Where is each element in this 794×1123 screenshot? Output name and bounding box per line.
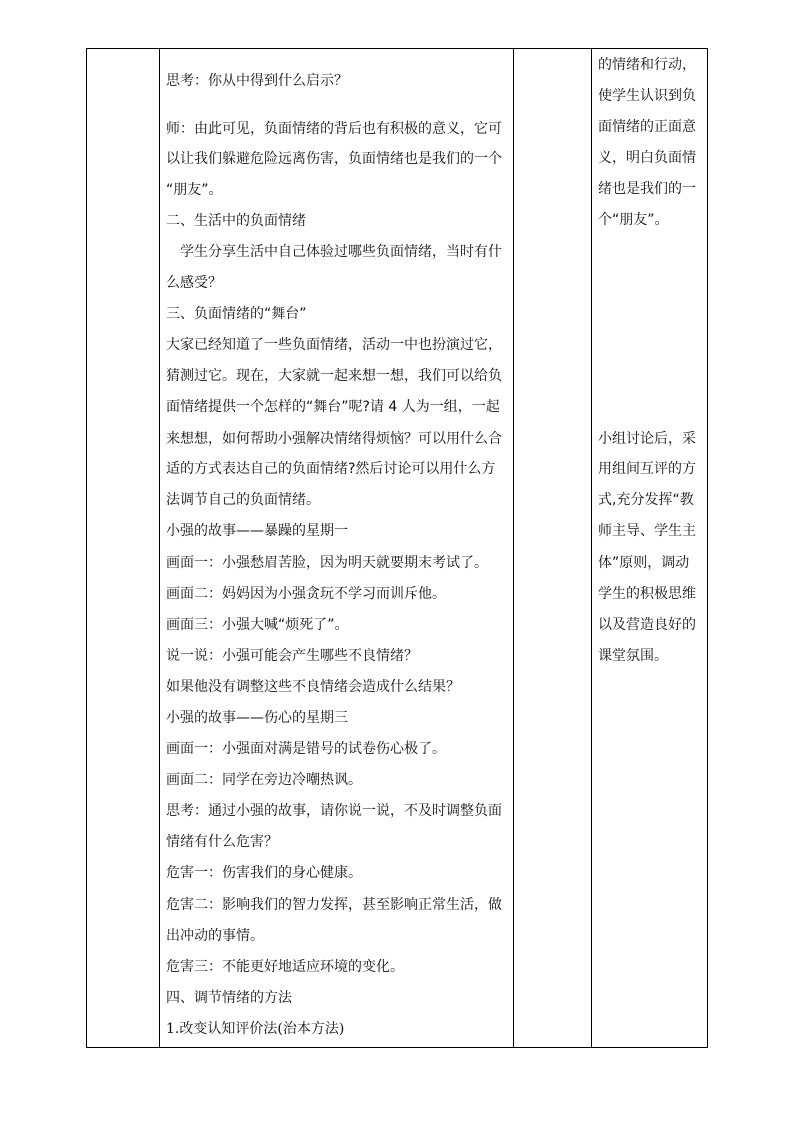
lesson-table [86, 48, 708, 1048]
text-line: 思考：你从中得到什么启示？ [166, 73, 348, 89]
text-line: 画面三：小强大喊“烦死了”。 [166, 617, 349, 633]
column-divider [159, 49, 160, 1047]
text-line: 危害三：不能更好地适应环境的变化。 [166, 959, 404, 975]
text-line: 适的方式表达自己的负面情绪?然后讨论可以用什么方 [166, 461, 496, 477]
side-line: 课堂氛围。 [598, 648, 668, 664]
side-line: 学生的积极思维 [598, 586, 696, 602]
side-line: 义，明白负面情 [598, 150, 696, 166]
text-line: 画面一：小强面对满是错号的试卷伤心极了。 [166, 741, 446, 757]
text-line: 情绪有什么危害？ [166, 834, 278, 850]
column-divider [591, 49, 592, 1047]
section-heading: 四、调节情绪的方法 [166, 990, 292, 1006]
side-line: 的情绪和行动， [598, 57, 696, 73]
text-line: 画面一：小强愁眉苦脸，因为明天就要期末考试了。 [166, 555, 488, 571]
section-heading: 三、负面情绪的“舞台” [166, 306, 307, 322]
side-line: 面情绪的正面意 [598, 119, 696, 135]
side-line: 体”原则，调动 [598, 555, 690, 571]
text-line: 1.改变认知评价法(治本方法) [166, 1021, 345, 1037]
text-line: 说一说：小强可能会产生哪些不良情绪？ [166, 648, 418, 664]
text-line: 学生分享生活中自己体验过哪些负面情绪，当时有什 [166, 244, 502, 260]
story-title: 小强的故事——伤心的星期三 [166, 710, 348, 726]
side-line: 用组间互评的方 [598, 461, 696, 477]
side-line: 使学生认识到负 [598, 88, 696, 104]
text-line: 以让我们躲避危险远离伤害，负面情绪也是我们的一个 [166, 151, 502, 167]
text-line: 大家已经知道了一些负面情绪，活动一中也扮演过它， [166, 337, 502, 353]
text-line: 面情绪提供一个怎样的“舞台”呢?请 4 人为一组，一起 [166, 399, 500, 415]
text-line: 么感受？ [166, 275, 222, 291]
text-line: 如果他没有调整这些不良情绪会造成什么结果？ [166, 679, 460, 695]
side-line: 式,充分发挥“教 [598, 492, 694, 508]
column-divider [513, 49, 514, 1047]
text-line: 危害二：影响我们的智力发挥，甚至影响正常生活，做 [166, 897, 502, 913]
text-line: 来想想，如何帮助小强解决情绪得烦恼？可以用什么合 [166, 431, 502, 447]
text-line: 思考：通过小强的故事，请你说一说，不及时调整负面 [166, 803, 502, 819]
side-line: 师主导、学生主 [598, 523, 696, 539]
section-heading: 二、生活中的负面情绪 [166, 213, 306, 229]
side-line: 绪也是我们的一 [598, 181, 696, 197]
side-line: 以及营造良好的 [598, 617, 696, 633]
text-line: 画面二：妈妈因为小强贪玩不学习而训斥他。 [166, 586, 446, 602]
side-line: 个“朋友”。 [598, 212, 669, 228]
text-line: 画面二：同学在旁边冷嘲热讽。 [166, 772, 362, 788]
text-line: 出冲动的事情。 [166, 928, 264, 944]
text-line: 危害一：伤害我们的身心健康。 [166, 865, 362, 881]
text-line: 师：由此可见，负面情绪的背后也有积极的意义，它可 [166, 121, 502, 137]
text-line: 猜测过它。现在，大家就一起来想一想，我们可以给负 [166, 368, 502, 384]
text-line: 法调节自己的负面情绪。 [166, 492, 320, 508]
text-line: “朋友”。 [166, 182, 223, 198]
side-line: 小组讨论后，采 [598, 431, 696, 447]
story-title: 小强的故事——暴躁的星期一 [166, 523, 348, 539]
